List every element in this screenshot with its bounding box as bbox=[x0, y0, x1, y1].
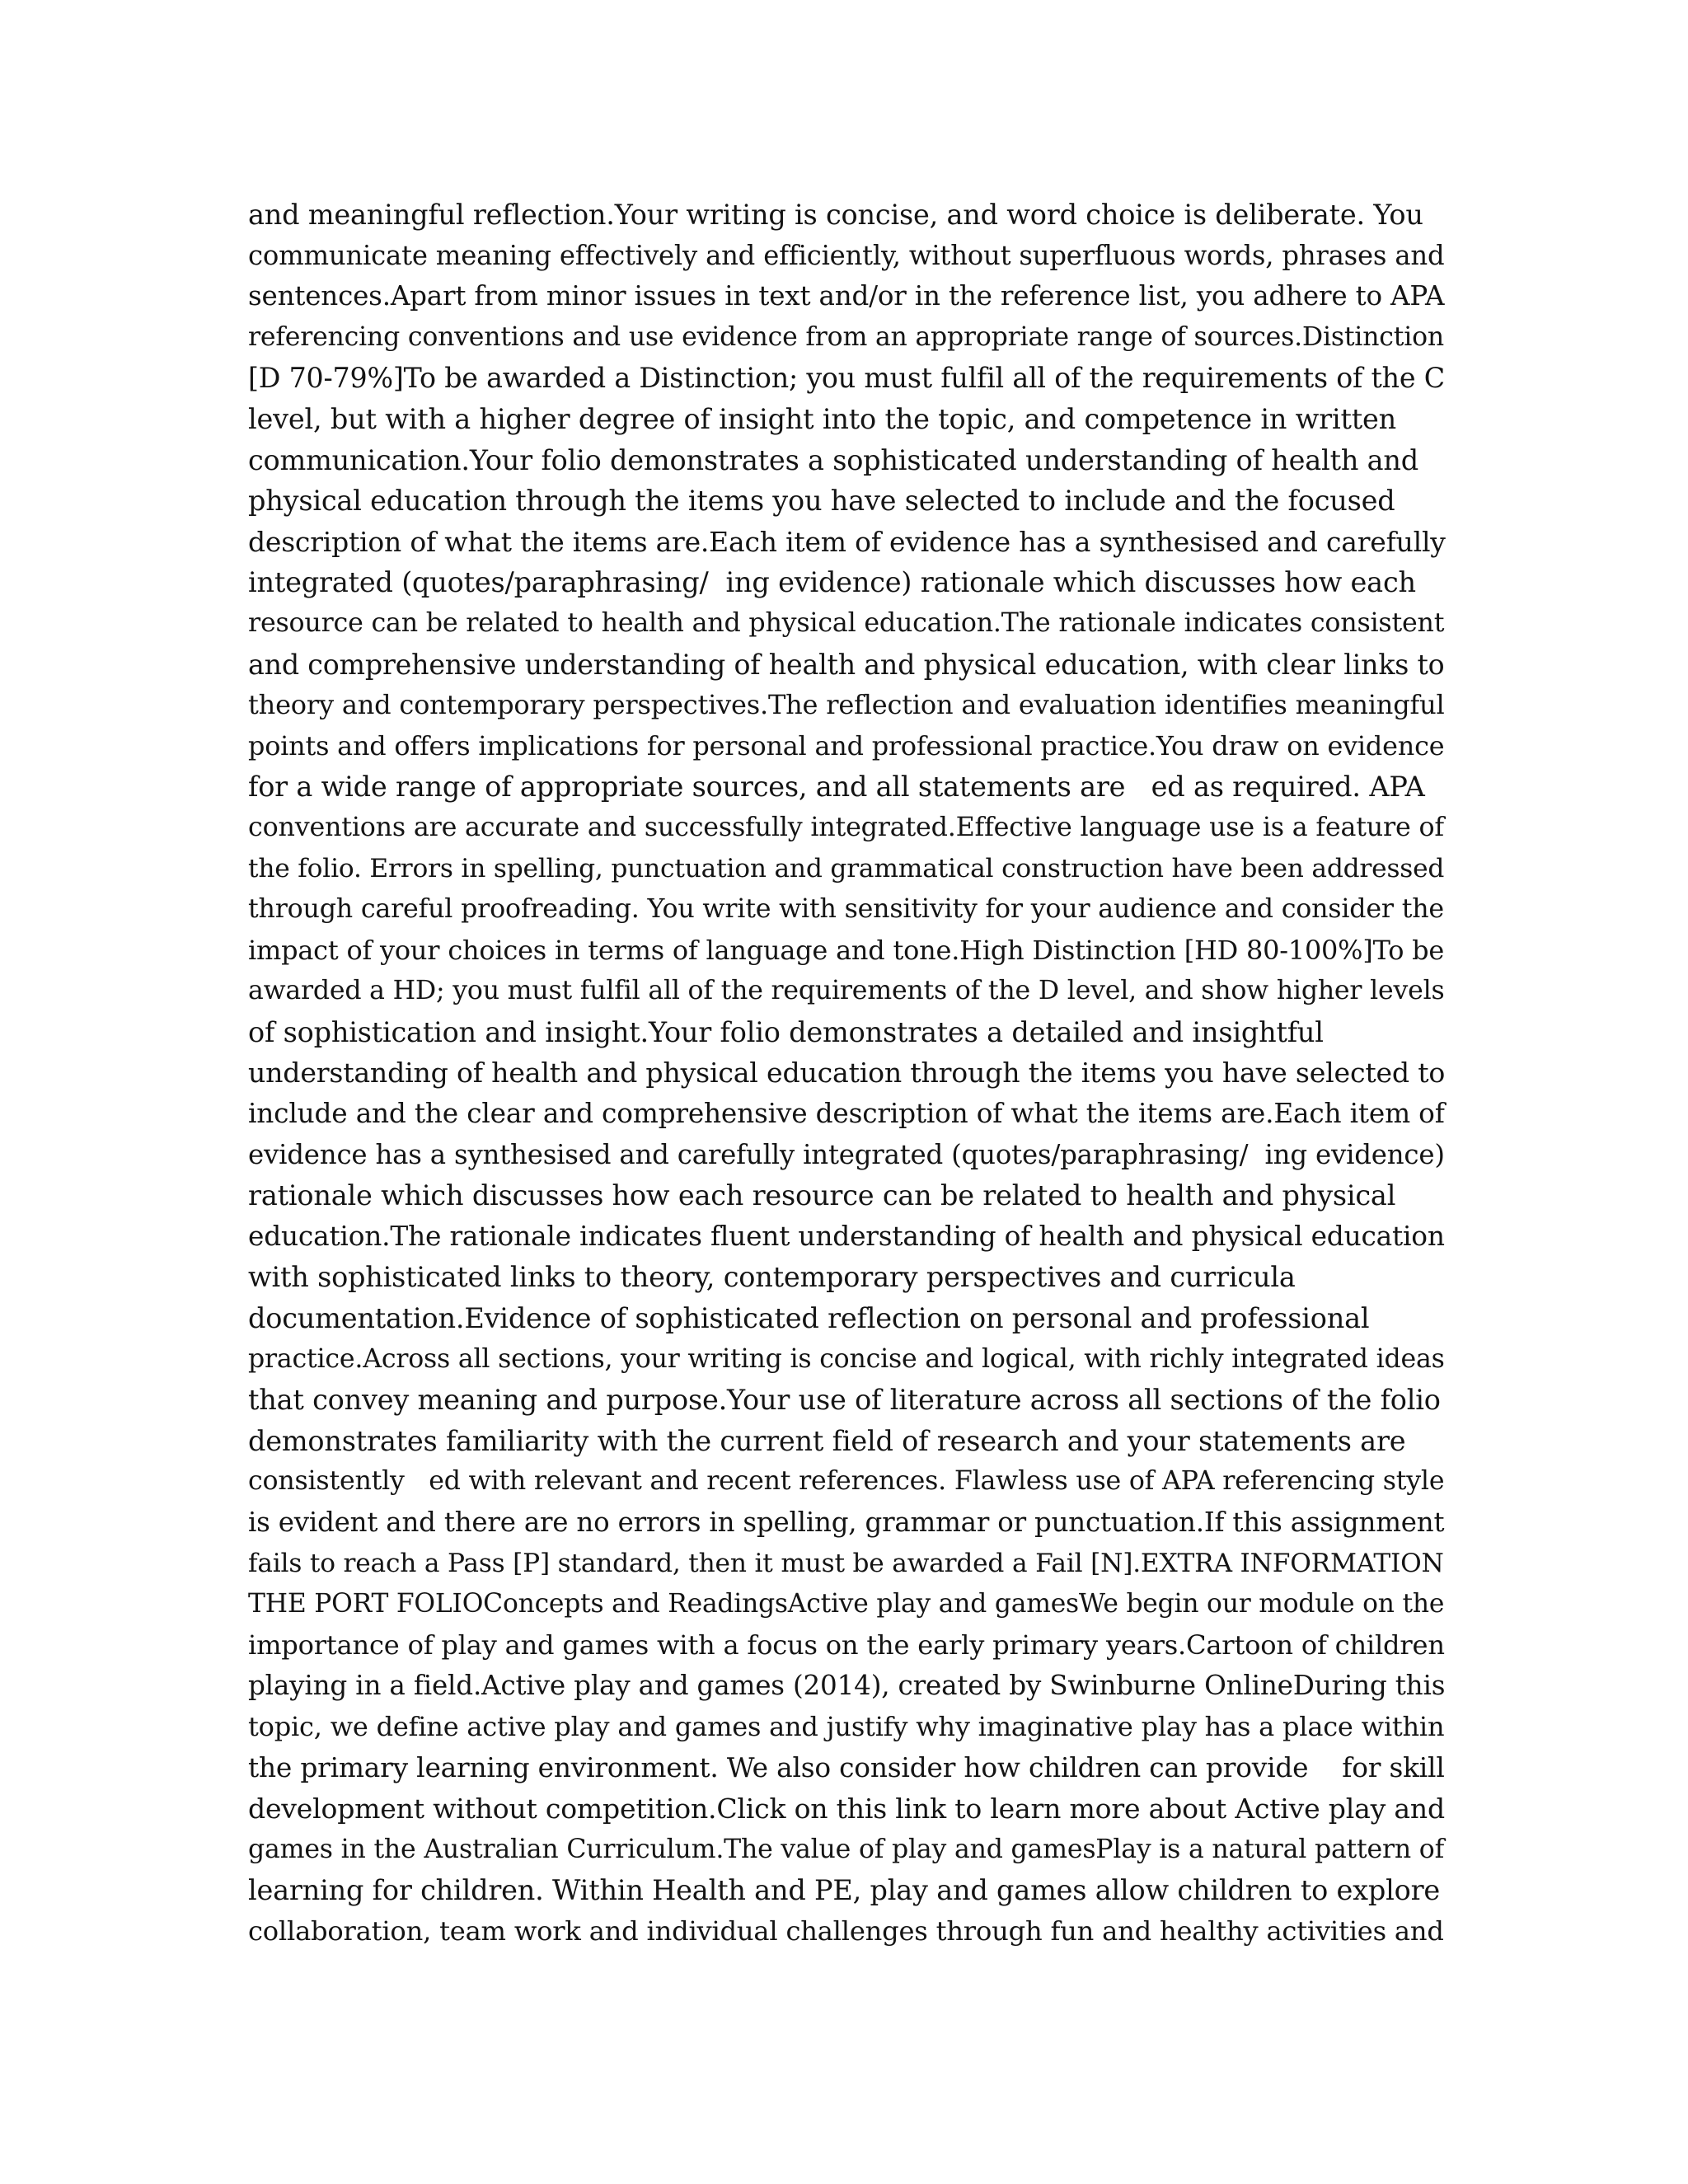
text-line: through careful proofreading. You write with sensitivity for your audience and consider the bbox=[248, 894, 1444, 925]
text-line: demonstrates familiarity with the current field of research and your statements are bbox=[248, 1424, 1406, 1457]
text-line: the primary learning environment. We also consider how children can provide for skill bbox=[248, 1751, 1445, 1783]
text-line: of sophistication and insight.Your folio demonstrates a detailed and insightful bbox=[248, 1015, 1324, 1048]
text-line: rationale which discusses how each resource can be related to health and physical bbox=[248, 1179, 1396, 1212]
text-line: physical education through the items you have selected to include and the focused bbox=[248, 485, 1395, 518]
text-line: learning for children. Within Health and PE, play and games allow children to explore bbox=[248, 1874, 1441, 1907]
text-line: topic, we define active play and games and justify why imaginative play has a place within bbox=[248, 1710, 1445, 1742]
text-line: level, but with a higher degree of insight into the topic, and competence in written bbox=[248, 402, 1396, 435]
text-line: description of what the items are.Each item of evidence has a synthesised and carefully bbox=[248, 525, 1446, 558]
text-line: impact of your choices in terms of language and tone.High Distinction [HD 80-100%]To be bbox=[248, 934, 1445, 966]
text-line: playing in a field.Active play and games (2014), created by Swinburne OnlineDuring this bbox=[248, 1670, 1446, 1702]
text-line: the folio. Errors in spelling, punctuation and grammatical construction have been addressed bbox=[248, 853, 1445, 883]
text-line: referencing conventions and use evidence from an appropriate range of sources.Distinction bbox=[248, 321, 1444, 352]
text-line: understanding of health and physical education through the items you have selected to bbox=[248, 1057, 1446, 1090]
text-line: importance of play and games with a focus on the early primary years.Cartoon of children bbox=[248, 1629, 1445, 1661]
text-line: integrated (quotes/paraphrasing/ ing evidence) rationale which discusses how each bbox=[248, 566, 1416, 599]
text-line: consistently ed with relevant and recent references. Flawless use of APA referencing style bbox=[248, 1466, 1445, 1497]
text-line: include and the clear and comprehensive description of what the items are.Each item of bbox=[248, 1098, 1445, 1130]
text-line: documentation.Evidence of sophisticated reflection on personal and professional bbox=[248, 1302, 1370, 1335]
text-line: practice.Across all sections, your writing is concise and logical, with richly integrated ideas bbox=[248, 1343, 1445, 1374]
text-line: for a wide range of appropriate sources, and all statements are ed as required. APA bbox=[248, 771, 1425, 804]
text-line: with sophisticated links to theory, contemporary perspectives and curricula bbox=[248, 1261, 1296, 1294]
text-line: awarded a HD; you must fulfil all of the requirements of the D level, and show higher levels bbox=[248, 976, 1445, 1006]
text-line: is evident and there are no errors in spelling, grammar or punctuation.If this assignment bbox=[248, 1507, 1445, 1538]
document-body-text bbox=[248, 194, 1451, 1952]
text-line: communication.Your folio demonstrates a sophisticated understanding of health and bbox=[248, 443, 1419, 476]
text-line: and meaningful reflection.Your writing is concise, and word choice is deliberate. You bbox=[248, 199, 1423, 231]
text-line: sentences.Apart from minor issues in text and/or in the reference list, you adhere to APA bbox=[248, 280, 1445, 312]
text-line: fails to reach a Pass [P] standard, then it must be awarded a Fail [N].EXTRA INFORMATION bbox=[248, 1548, 1444, 1578]
text-line: theory and contemporary perspectives.The reflection and evaluation identifies meaningful bbox=[248, 689, 1445, 721]
text-line: games in the Australian Curriculum.The value of play and gamesPlay is a natural pattern of bbox=[248, 1834, 1445, 1864]
text-line: conventions are accurate and successfully integrated.Effective language use is a feature of bbox=[248, 812, 1444, 842]
text-line: communicate meaning effectively and efficiently, without superfluous words, phrases and bbox=[248, 239, 1445, 271]
text-line: and comprehensive understanding of health and physical education, with clear links to bbox=[248, 648, 1445, 681]
text-line: that convey meaning and purpose.Your use of literature across all sections of the folio bbox=[248, 1384, 1441, 1417]
text-line: collaboration, team work and individual challenges through fun and healthy activities and bbox=[248, 1915, 1444, 1947]
text-line: development without competition.Click on this link to learn more about Active play and bbox=[248, 1793, 1445, 1825]
text-line: THE PORT FOLIOConcepts and ReadingsActive play and gamesWe begin our module on the bbox=[248, 1589, 1445, 1619]
text-line: evidence has a synthesised and carefully integrated (quotes/paraphrasing/ ing evidence) bbox=[248, 1138, 1445, 1170]
text-line: education.The rationale indicates fluent understanding of health and physical education bbox=[248, 1220, 1445, 1252]
text-line: points and offers implications for personal and professional practice.You draw on evidence bbox=[248, 729, 1445, 762]
text-line: [D 70-79%]To be awarded a Distinction; you must fulfil all of the requirements of the C bbox=[248, 362, 1445, 395]
text-line: resource can be related to health and physical education.The rationale indicates consistent bbox=[248, 607, 1445, 638]
